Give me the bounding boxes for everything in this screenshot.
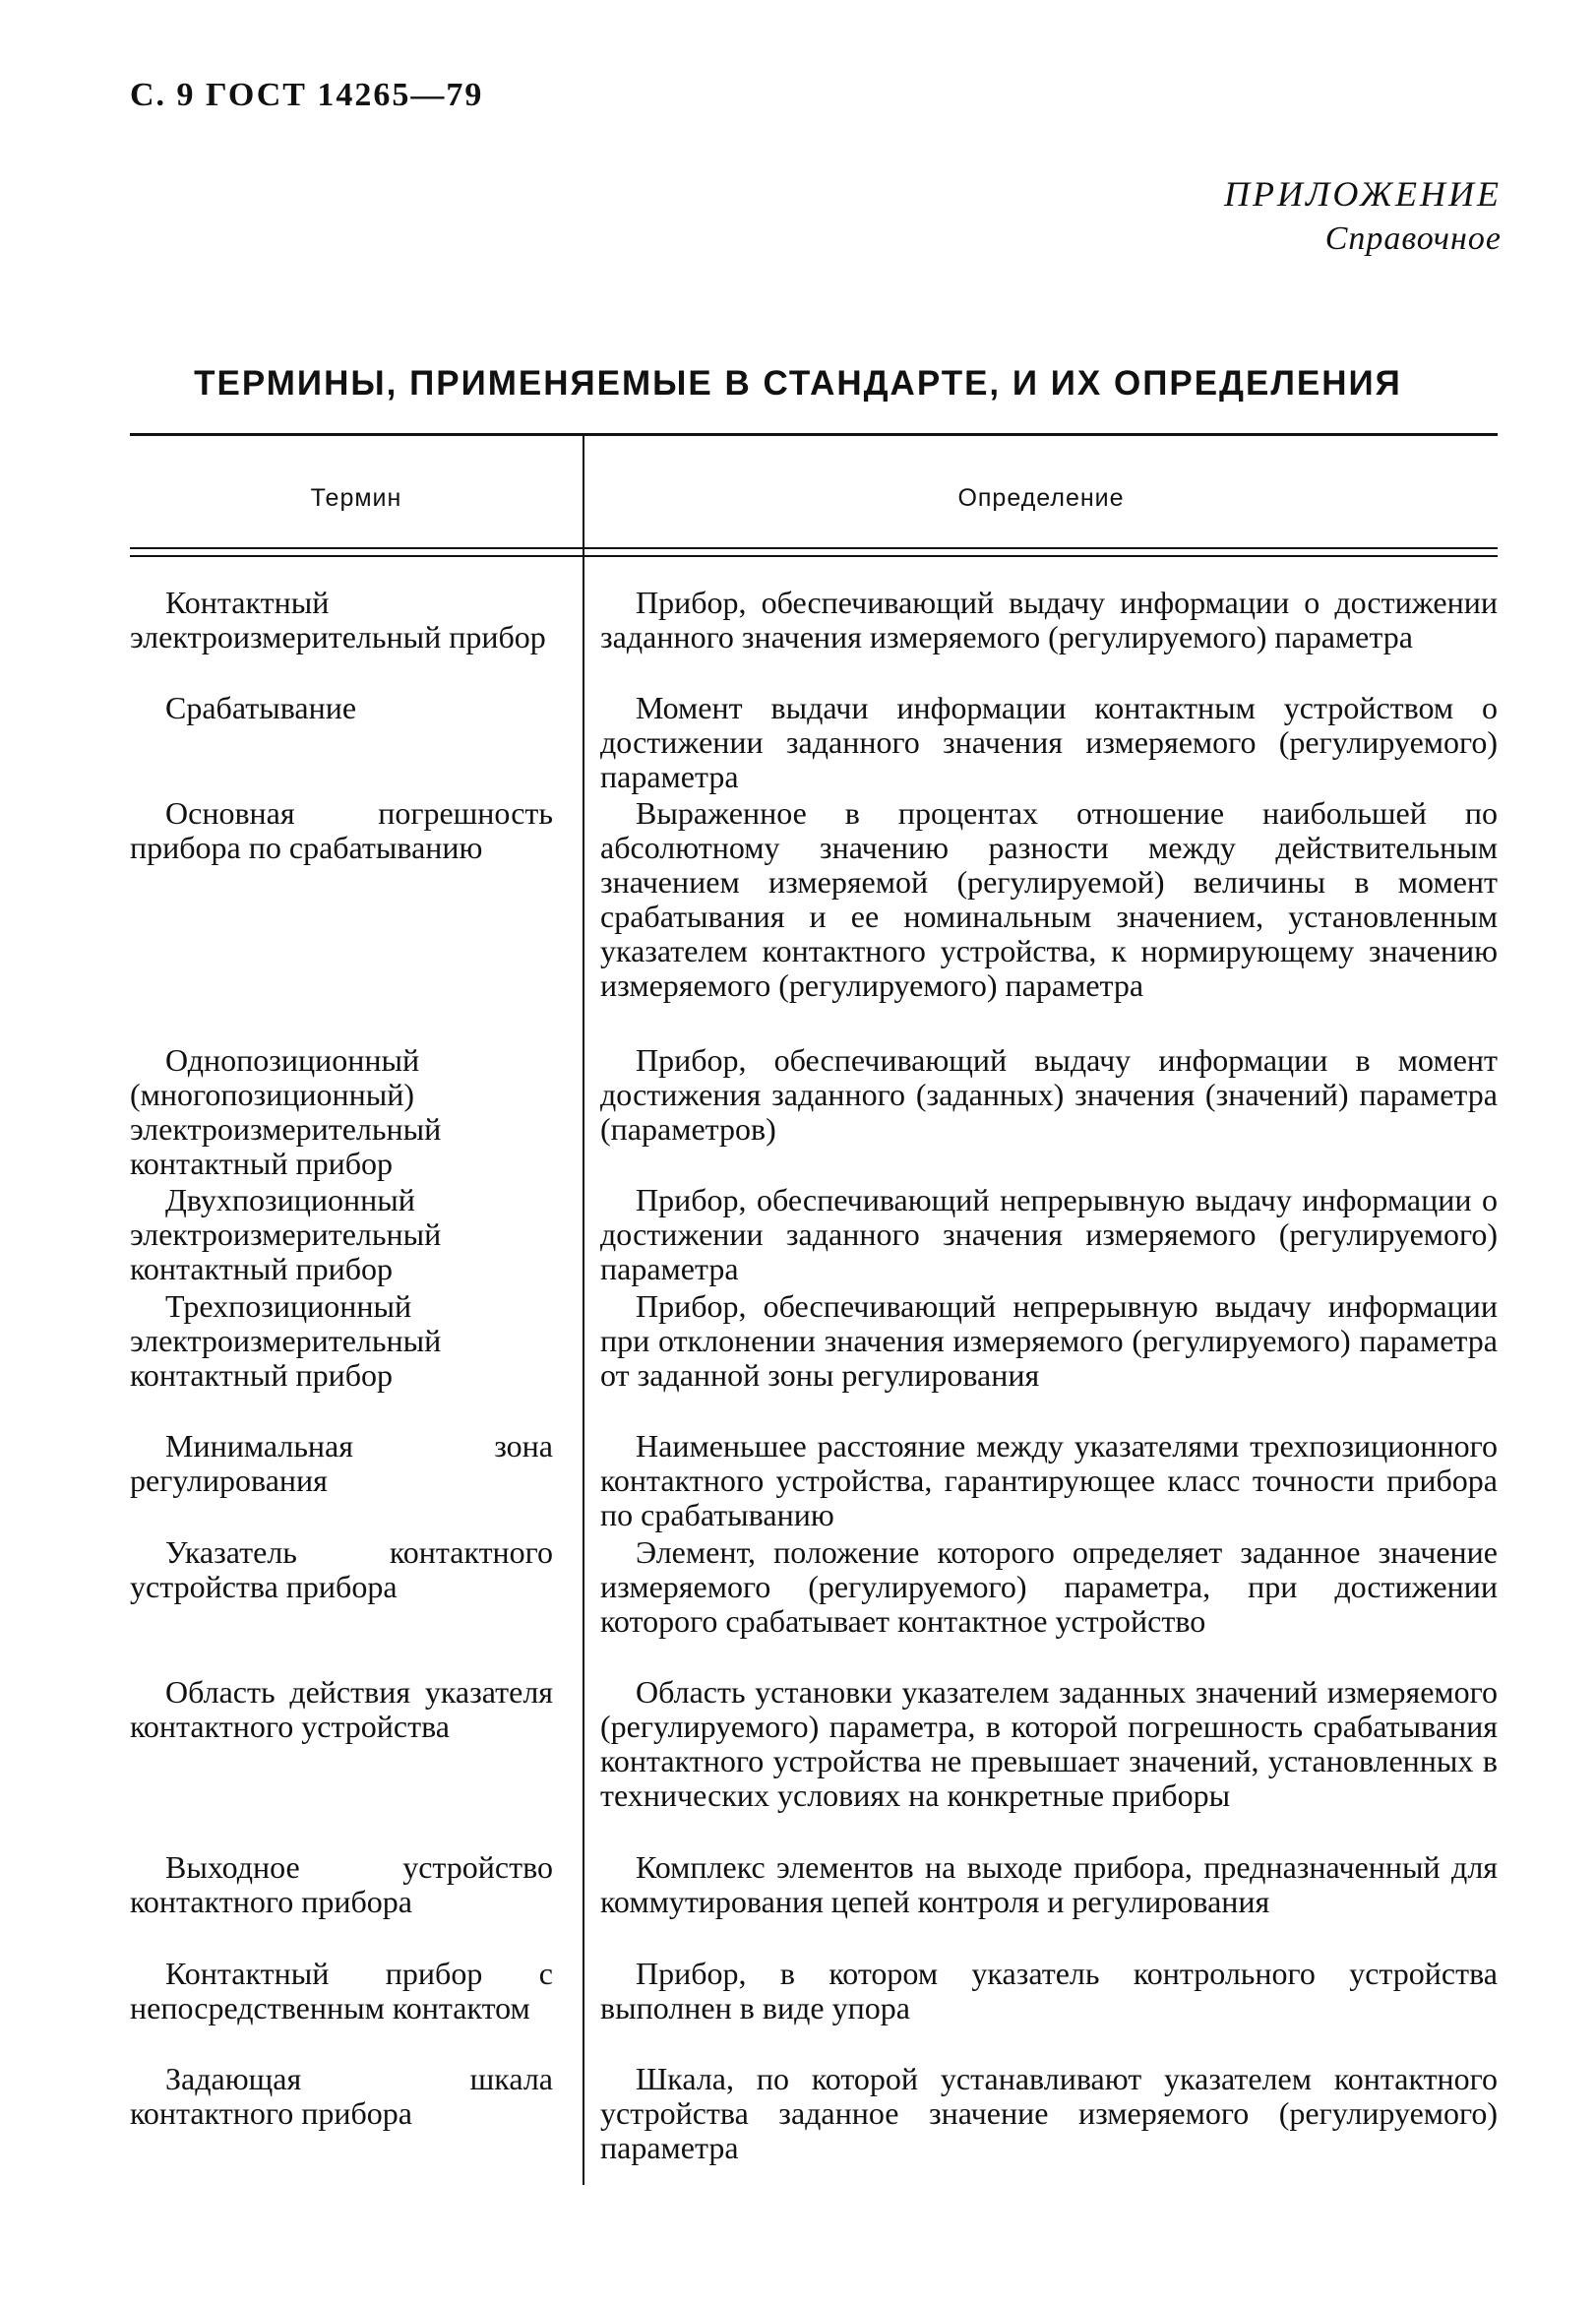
definition-cell: Область установки указателем заданных значений измеряемого (регулируемого) параметра, в которой погрешность срабатывания контактного устройства не превышает значений, установленных в технических условиях на конкретные приборы [600,1674,1498,1813]
term-cell: Указатель контактного устройства прибора [130,1534,553,1604]
term-cell: Минимальная зона регулирования [130,1428,553,1498]
terms-table [130,433,1498,2205]
definition-cell: Наименьшее расстояние между указателями трехпозиционного контактного устройства, гарантирующее класс точности прибора по срабатыванию [600,1428,1498,1532]
document-title: ТЕРМИНЫ, ПРИМЕНЯЕМЫЕ В СТАНДАРТЕ, И ИХ ОПРЕДЕЛЕНИЯ [194,364,1402,403]
definition-cell: Прибор, обеспечивающий выдачу информации о достижении заданного значения измеряемого (регулируемого) параметра [600,585,1498,654]
term-cell: Однопозиционный (многопозиционный) электроизмерительный контактный прибор [130,1042,442,1181]
column-divider [583,433,584,2185]
term-cell: Двухпозиционный электроизмерительный контактный прибор [130,1182,442,1286]
header-rule-double [130,555,1498,557]
appendix-title: ПРИЛОЖЕНИЕ [1224,174,1502,214]
page-header: С. 9 ГОСТ 14265—79 [130,77,484,113]
definition-cell: Прибор, обеспечивающий непрерывную выдачу информации о достижении заданного значения измеряемого (регулируемого) параметра [600,1182,1498,1286]
term-cell: Срабатывание [165,690,357,725]
definition-cell: Выраженное в процентах отношение наибольшей по абсолютному значению разности между действительным значением измеряемой (регулируемой) величины в момент срабатывания и ее номинальным значением, установленным указателем контактного устройства, к нормирующему значению измеряемого (регулируемого) параметра [600,795,1498,1003]
appendix-type: Справочное [1324,220,1502,257]
term-cell: Контактный электроизмерительный прибор [130,585,546,654]
term-cell: Задающая шкала контактного прибора [130,2061,553,2131]
definition-cell: Шкала, по которой устанавливают указателем контактного устройства заданное значение измеряемого (регулируемого) параметра [600,2061,1498,2165]
term-cell: Выходное устройство контактного прибора [130,1849,553,1919]
term-cell: Трехпозиционный электроизмерительный контактный прибор [130,1288,442,1393]
term-cell: Область действия указателя контактного устройства [130,1674,553,1744]
definition-cell: Прибор, в котором указатель контрольного устройства выполнен в виде упора [600,1956,1498,2025]
table-top-rule [130,433,1498,436]
header-rule [130,547,1498,549]
column-header-term: Термин [310,484,402,512]
column-header-definition: Определение [957,484,1125,512]
appendix-label [1224,173,1502,258]
term-cell: Контактный прибор с непосредственным контактом [130,1956,553,2025]
definition-cell: Комплекс элементов на выходе прибора, предназначенный для коммутирования цепей контроля и регулирования [600,1849,1498,1919]
definition-cell: Момент выдачи информации контактным устройством о достижении заданного значения измеряемого (регулируемого) параметра [600,690,1498,794]
definition-cell: Элемент, положение которого определяет заданное значение измеряемого (регулируемого) параметра, при достижении которого срабатывает контактное устройство [600,1534,1498,1639]
definition-cell: Прибор, обеспечивающий выдачу информации в момент достижения заданного (заданных) значения (значений) параметра (параметров) [600,1042,1498,1147]
term-cell: Основная погрешность прибора по срабатыванию [130,795,553,865]
definition-cell: Прибор, обеспечивающий непрерывную выдачу информации при отклонении значения измеряемого (регулируемого) параметра от заданной зоны регулирования [600,1288,1498,1393]
